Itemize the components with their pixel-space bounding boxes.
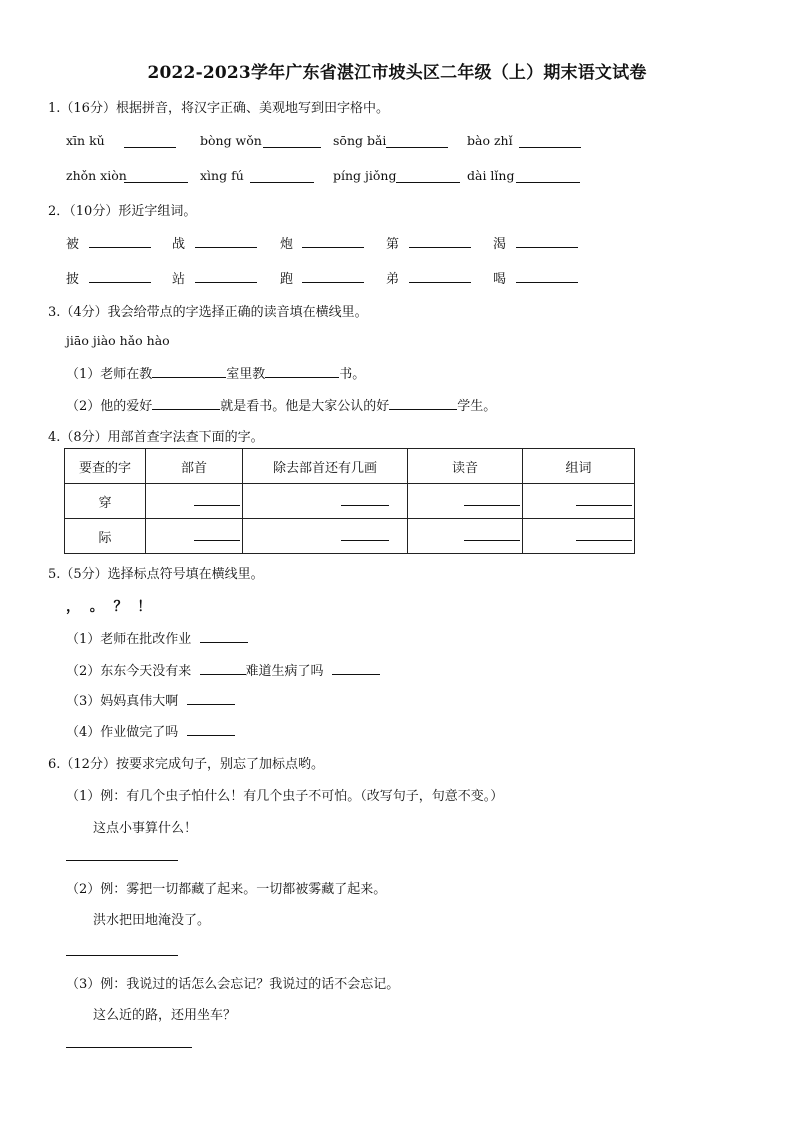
answer-blank[interactable] xyxy=(396,168,460,183)
answer-blank[interactable] xyxy=(389,395,457,410)
pinyin-item: zhǒn xiòn xyxy=(66,168,127,183)
answer-cell[interactable] xyxy=(408,519,523,554)
question-6-prompt: 6.（12分）按要求完成句子，别忘了加标点哟。 xyxy=(48,757,324,772)
answer-cell[interactable] xyxy=(146,484,243,519)
answer-blank[interactable] xyxy=(265,363,339,378)
question-1-prompt: 1.（16分）根据拼音，将汉字正确、美观地写到田字格中。 xyxy=(48,101,389,116)
sentence-2: （2）他的爱好 就是看书。他是大家公认的好 学生。 xyxy=(66,395,496,414)
answer-blank[interactable] xyxy=(152,395,220,410)
example-sentence: （2）例：雾把一切都藏了起来。一切都被雾藏了起来。 xyxy=(66,882,387,897)
pinyin-item: sōng bǎi xyxy=(333,133,387,148)
question-5-prompt: 5.（5分）选择标点符号填在横线里。 xyxy=(48,567,264,582)
pinyin-options: jiāo jiào hǎo hào xyxy=(66,333,170,348)
question-4-prompt: 4.（8分）用部首查字法查下面的字。 xyxy=(48,430,264,445)
character: 炮 xyxy=(280,237,294,252)
answer-blank[interactable] xyxy=(302,233,364,248)
answer-blank[interactable] xyxy=(187,721,235,736)
answer-line[interactable] xyxy=(66,860,178,861)
answer-blank[interactable] xyxy=(332,660,380,675)
punctuation-item: （4）作业做完了吗 xyxy=(66,721,235,740)
answer-cell[interactable] xyxy=(243,484,408,519)
character: 弟 xyxy=(386,272,400,287)
question-3-prompt: 3.（4分）我会给带点的字选择正确的读音填在横线里。 xyxy=(48,305,368,320)
sentence-1: （1）老师在教 室里教 书。 xyxy=(66,363,365,382)
column-header: 部首 xyxy=(146,449,243,484)
answer-cell[interactable] xyxy=(243,519,408,554)
answer-blank[interactable] xyxy=(89,233,151,248)
answer-cell[interactable] xyxy=(523,519,635,554)
pinyin-item: xìng fú xyxy=(200,168,244,183)
pinyin-item: bào zhǐ xyxy=(467,133,513,148)
answer-blank[interactable] xyxy=(187,690,235,705)
pinyin-item: xīn kǔ xyxy=(66,133,105,148)
punctuation-item: （3）妈妈真伟大啊 xyxy=(66,690,235,709)
answer-blank[interactable] xyxy=(195,233,257,248)
character: 喝 xyxy=(493,272,507,287)
punctuation-item: （1）老师在批改作业 xyxy=(66,628,248,647)
answer-blank[interactable] xyxy=(89,268,151,283)
pinyin-item: dài lǐng xyxy=(467,168,515,183)
column-header: 除去部首还有几画 xyxy=(243,449,408,484)
question-2-prompt: 2．（10分）形近字组词。 xyxy=(48,204,197,219)
table-row xyxy=(65,484,635,519)
punctuation-item: （2）东东今天没有来 难道生病了吗 xyxy=(66,660,380,679)
character: 站 xyxy=(172,272,186,287)
radical-lookup-table xyxy=(64,448,635,554)
character: 战 xyxy=(172,237,186,252)
answer-blank[interactable] xyxy=(386,133,448,148)
answer-blank[interactable] xyxy=(200,660,246,675)
answer-blank[interactable] xyxy=(519,133,581,148)
answer-blank[interactable] xyxy=(200,628,248,643)
column-header: 读音 xyxy=(408,449,523,484)
lookup-character: 际 xyxy=(65,519,146,554)
answer-blank[interactable] xyxy=(124,168,188,183)
answer-blank[interactable] xyxy=(516,168,580,183)
task-sentence: 这点小事算什么！ xyxy=(93,821,198,836)
answer-blank[interactable] xyxy=(516,268,578,283)
answer-cell[interactable] xyxy=(523,484,635,519)
character: 第 xyxy=(386,237,400,252)
column-header: 要查的字 xyxy=(65,449,146,484)
answer-blank[interactable] xyxy=(124,133,176,148)
answer-blank[interactable] xyxy=(195,268,257,283)
task-sentence: 这么近的路，还用坐车？ xyxy=(93,1008,237,1023)
example-sentence: （3）例：我说过的话怎么会忘记？我说过的话不会忘记。 xyxy=(66,977,400,992)
pinyin-item: píng jiǒng xyxy=(333,168,397,183)
lookup-character: 穿 xyxy=(65,484,146,519)
example-sentence: （1）例：有几个虫子怕什么！有几个虫子不可怕。（改写句子，句意不变。） xyxy=(66,789,504,804)
answer-cell[interactable] xyxy=(408,484,523,519)
answer-blank[interactable] xyxy=(152,363,226,378)
answer-blank[interactable] xyxy=(516,233,578,248)
answer-blank[interactable] xyxy=(409,233,471,248)
character: 跑 xyxy=(280,272,294,287)
punctuation-options: ， 。 ？ ！ xyxy=(66,599,152,615)
answer-blank[interactable] xyxy=(409,268,471,283)
task-sentence: 洪水把田地淹没了。 xyxy=(93,913,211,928)
answer-blank[interactable] xyxy=(302,268,364,283)
character: 披 xyxy=(66,272,80,287)
table-row xyxy=(65,519,635,554)
page-title: 2022-2023学年广东省湛江市坡头区二年级（上）期末语文试卷 xyxy=(147,63,647,83)
answer-cell[interactable] xyxy=(146,519,243,554)
table-header-row xyxy=(65,449,635,484)
character: 被 xyxy=(66,237,80,252)
character: 渴 xyxy=(493,237,507,252)
answer-line[interactable] xyxy=(66,1047,192,1048)
answer-line[interactable] xyxy=(66,955,178,956)
answer-blank[interactable] xyxy=(250,168,314,183)
answer-blank[interactable] xyxy=(263,133,321,148)
column-header: 组词 xyxy=(523,449,635,484)
pinyin-item: bòng wǒn xyxy=(200,133,262,148)
